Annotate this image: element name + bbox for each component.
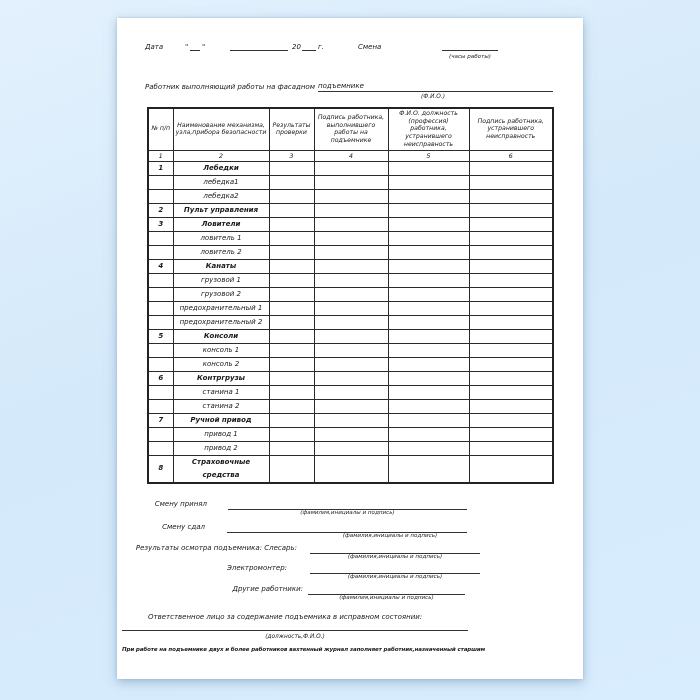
row-name: ловитель 2 <box>173 245 269 259</box>
inspection-locksmith-line <box>310 544 480 554</box>
empty-cell <box>469 217 553 231</box>
table-row <box>148 231 553 245</box>
row-name: привод 2 <box>173 441 269 455</box>
worker-row <box>145 82 553 100</box>
empty-cell <box>388 357 469 371</box>
worker-label: Работник выполняющий работы на фасадном <box>145 83 315 91</box>
table-row <box>148 427 553 441</box>
row-name: Пульт управления <box>173 203 269 217</box>
empty-cell <box>388 413 469 427</box>
row-name: станина 2 <box>173 399 269 413</box>
empty-cell <box>388 371 469 385</box>
empty-cell <box>469 357 553 371</box>
empty-cell <box>388 217 469 231</box>
empty-cell <box>388 343 469 357</box>
table-row <box>148 399 553 413</box>
inspection-locksmith-row <box>117 538 583 560</box>
empty-cell <box>314 441 388 455</box>
empty-cell <box>314 455 388 483</box>
signature-hint: (фамилия,инициалы и подпись) <box>347 554 443 560</box>
row-name: лебедка1 <box>173 175 269 189</box>
row-number <box>148 343 173 357</box>
empty-cell <box>314 203 388 217</box>
table-row <box>148 357 553 371</box>
row-number: 8 <box>148 455 173 483</box>
empty-cell <box>469 371 553 385</box>
table-row <box>148 413 553 427</box>
empty-cell <box>314 343 388 357</box>
empty-cell <box>314 175 388 189</box>
row-number <box>148 287 173 301</box>
table-row <box>148 329 553 343</box>
table-row <box>148 175 553 189</box>
empty-cell <box>388 231 469 245</box>
empty-cell <box>269 259 314 273</box>
empty-cell <box>388 245 469 259</box>
electrician-line <box>310 564 480 574</box>
electrician-label: Электромонтер: <box>226 564 287 572</box>
date-year-line <box>302 42 316 51</box>
table-row <box>148 203 553 217</box>
empty-cell <box>469 245 553 259</box>
empty-cell <box>269 203 314 217</box>
shift-hours-line <box>442 42 498 51</box>
empty-cell <box>388 259 469 273</box>
empty-cell <box>388 315 469 329</box>
empty-cell <box>269 329 314 343</box>
table-row <box>148 273 553 287</box>
empty-cell <box>388 203 469 217</box>
date-shift-row <box>145 40 565 60</box>
empty-cell <box>269 399 314 413</box>
empty-cell <box>469 413 553 427</box>
footnote: При работе на подъемнике двух и более работников вахтенный журнал заполняет работник,назначенный старшим <box>122 647 486 653</box>
hours-hint: (часы работы) <box>449 54 491 60</box>
empty-cell <box>469 189 553 203</box>
shift-handed-line <box>227 523 467 533</box>
empty-cell <box>314 161 388 175</box>
row-number: 1 <box>148 161 173 175</box>
empty-cell <box>269 385 314 399</box>
row-number <box>148 231 173 245</box>
empty-cell <box>314 371 388 385</box>
other-workers-row <box>117 579 583 601</box>
document-page <box>117 18 583 679</box>
row-name: предохранительный 2 <box>173 315 269 329</box>
empty-cell <box>388 455 469 483</box>
row-name: Контргрузы <box>173 371 269 385</box>
row-number: 3 <box>148 217 173 231</box>
column-number: 4 <box>314 150 388 161</box>
empty-cell <box>269 273 314 287</box>
row-number <box>148 399 173 413</box>
column-number: 2 <box>173 150 269 161</box>
row-name: Ручной привод <box>173 413 269 427</box>
empty-cell <box>469 329 553 343</box>
date-month-line <box>230 42 288 51</box>
table-row <box>148 259 553 273</box>
empty-cell <box>314 273 388 287</box>
row-name: Канаты <box>173 259 269 273</box>
empty-cell <box>388 287 469 301</box>
date-open-quote: " <box>185 43 189 51</box>
empty-cell <box>269 301 314 315</box>
column-number: 5 <box>388 150 469 161</box>
empty-cell <box>388 301 469 315</box>
table-row <box>148 217 553 231</box>
row-name: предохранительный 1 <box>173 301 269 315</box>
empty-cell <box>269 217 314 231</box>
table-header-row <box>148 108 553 150</box>
table-row <box>148 441 553 455</box>
table-row <box>148 371 553 385</box>
date-day-line <box>190 42 200 51</box>
shift-accepted-line <box>228 500 467 510</box>
row-name: лебедка2 <box>173 189 269 203</box>
signature-hint: (фамилия,инициалы и подпись) <box>347 574 443 580</box>
empty-cell <box>469 343 553 357</box>
empty-cell <box>314 287 388 301</box>
row-number: 4 <box>148 259 173 273</box>
empty-cell <box>388 385 469 399</box>
empty-cell <box>314 357 388 371</box>
shift-label: Смена <box>358 43 382 51</box>
row-name: привод 1 <box>173 427 269 441</box>
empty-cell <box>469 259 553 273</box>
empty-cell <box>269 189 314 203</box>
empty-cell <box>269 441 314 455</box>
shift-accepted-label: Смену принял <box>154 500 207 508</box>
row-name: консоль 2 <box>173 357 269 371</box>
empty-cell <box>469 231 553 245</box>
row-name: Ловители <box>173 217 269 231</box>
table-row <box>148 343 553 357</box>
row-name: станина 1 <box>173 385 269 399</box>
other-workers-label: Другие работники: <box>232 585 303 593</box>
shift-handed-row <box>117 517 583 539</box>
empty-cell <box>314 231 388 245</box>
empty-cell <box>314 329 388 343</box>
responsible-label: Ответственное лицо за содержание подъемника в исправном состоянии: <box>148 613 423 621</box>
column-header: Подпись работника, устранившего неисправность <box>469 108 553 150</box>
column-number: 3 <box>269 150 314 161</box>
empty-cell <box>388 273 469 287</box>
fio-hint: (Ф.И.О.) <box>421 94 445 100</box>
row-number <box>148 245 173 259</box>
equipment-table <box>147 107 554 484</box>
row-number <box>148 189 173 203</box>
empty-cell <box>269 161 314 175</box>
empty-cell <box>388 189 469 203</box>
empty-cell <box>269 427 314 441</box>
row-number <box>148 315 173 329</box>
empty-cell <box>469 287 553 301</box>
row-number: 6 <box>148 371 173 385</box>
empty-cell <box>314 315 388 329</box>
column-header: Ф.И.О. должность (профессия) работника, устранившего неисправность <box>388 108 469 150</box>
empty-cell <box>269 343 314 357</box>
table-row <box>148 287 553 301</box>
table-row <box>148 189 553 203</box>
shift-handed-label: Смену сдал <box>162 523 205 531</box>
row-name: Консоли <box>173 329 269 343</box>
empty-cell <box>469 301 553 315</box>
table-row <box>148 315 553 329</box>
responsible-hint: (должность,Ф.И.О.) <box>265 634 325 640</box>
empty-cell <box>388 329 469 343</box>
empty-cell <box>314 399 388 413</box>
empty-cell <box>469 385 553 399</box>
empty-cell <box>388 175 469 189</box>
table-row <box>148 385 553 399</box>
empty-cell <box>469 161 553 175</box>
empty-cell <box>388 399 469 413</box>
electrician-row <box>117 558 583 580</box>
column-number: 1 <box>148 150 173 161</box>
column-number-row <box>148 150 553 161</box>
empty-cell <box>269 413 314 427</box>
row-name: Лебедки <box>173 161 269 175</box>
row-number: 5 <box>148 329 173 343</box>
worker-name-line: подъемнике <box>318 82 553 92</box>
row-number: 7 <box>148 413 173 427</box>
empty-cell <box>269 455 314 483</box>
empty-cell <box>469 441 553 455</box>
empty-cell <box>269 357 314 371</box>
empty-cell <box>388 161 469 175</box>
date-label: Дата <box>145 43 164 51</box>
date-close-quote: " <box>202 43 206 51</box>
responsible-line <box>122 616 468 631</box>
empty-cell <box>469 315 553 329</box>
column-header: Наименование механизма, узла,прибора безопасности <box>173 108 269 150</box>
inspection-locksmith-label: Результаты осмотра подъемника: Слесарь: <box>135 544 297 552</box>
table-row <box>148 455 553 483</box>
year-prefix: 20 <box>292 43 301 51</box>
row-number <box>148 385 173 399</box>
empty-cell <box>469 273 553 287</box>
row-number: 2 <box>148 203 173 217</box>
row-number <box>148 357 173 371</box>
empty-cell <box>314 217 388 231</box>
row-number <box>148 427 173 441</box>
empty-cell <box>269 287 314 301</box>
empty-cell <box>269 175 314 189</box>
row-name: консоль 1 <box>173 343 269 357</box>
empty-cell <box>314 259 388 273</box>
row-number <box>148 441 173 455</box>
year-suffix: г. <box>318 43 324 51</box>
empty-cell <box>469 455 553 483</box>
table-row <box>148 245 553 259</box>
empty-cell <box>314 385 388 399</box>
column-header: № п/п <box>148 108 173 150</box>
table-row <box>148 301 553 315</box>
equipment-table-body <box>148 161 553 483</box>
row-name: грузовой 1 <box>173 273 269 287</box>
row-number <box>148 273 173 287</box>
row-name: Страховочные средства <box>173 455 269 483</box>
empty-cell <box>388 427 469 441</box>
column-header: Подпись работника, выполнившего работы на подъемнике <box>314 108 388 150</box>
empty-cell <box>314 189 388 203</box>
empty-cell <box>469 427 553 441</box>
empty-cell <box>469 399 553 413</box>
table-row <box>148 161 553 175</box>
empty-cell <box>269 245 314 259</box>
empty-cell <box>269 371 314 385</box>
row-name: ловитель 1 <box>173 231 269 245</box>
column-number: 6 <box>469 150 553 161</box>
signature-hint: (фамилия,инициалы и подпись) <box>300 510 395 516</box>
row-name: грузовой 2 <box>173 287 269 301</box>
empty-cell <box>469 203 553 217</box>
row-number <box>148 301 173 315</box>
column-header: Результаты проверки <box>269 108 314 150</box>
signature-hint: (фамилия,инициалы и подпись) <box>339 595 434 601</box>
other-workers-line <box>308 585 465 595</box>
empty-cell <box>388 441 469 455</box>
shift-accepted-row <box>117 494 583 516</box>
empty-cell <box>269 315 314 329</box>
empty-cell <box>314 427 388 441</box>
empty-cell <box>314 301 388 315</box>
row-number <box>148 175 173 189</box>
empty-cell <box>314 245 388 259</box>
empty-cell <box>469 175 553 189</box>
empty-cell <box>314 413 388 427</box>
signature-hint: (фамилия,инициалы и подпись) <box>342 533 438 539</box>
empty-cell <box>269 231 314 245</box>
